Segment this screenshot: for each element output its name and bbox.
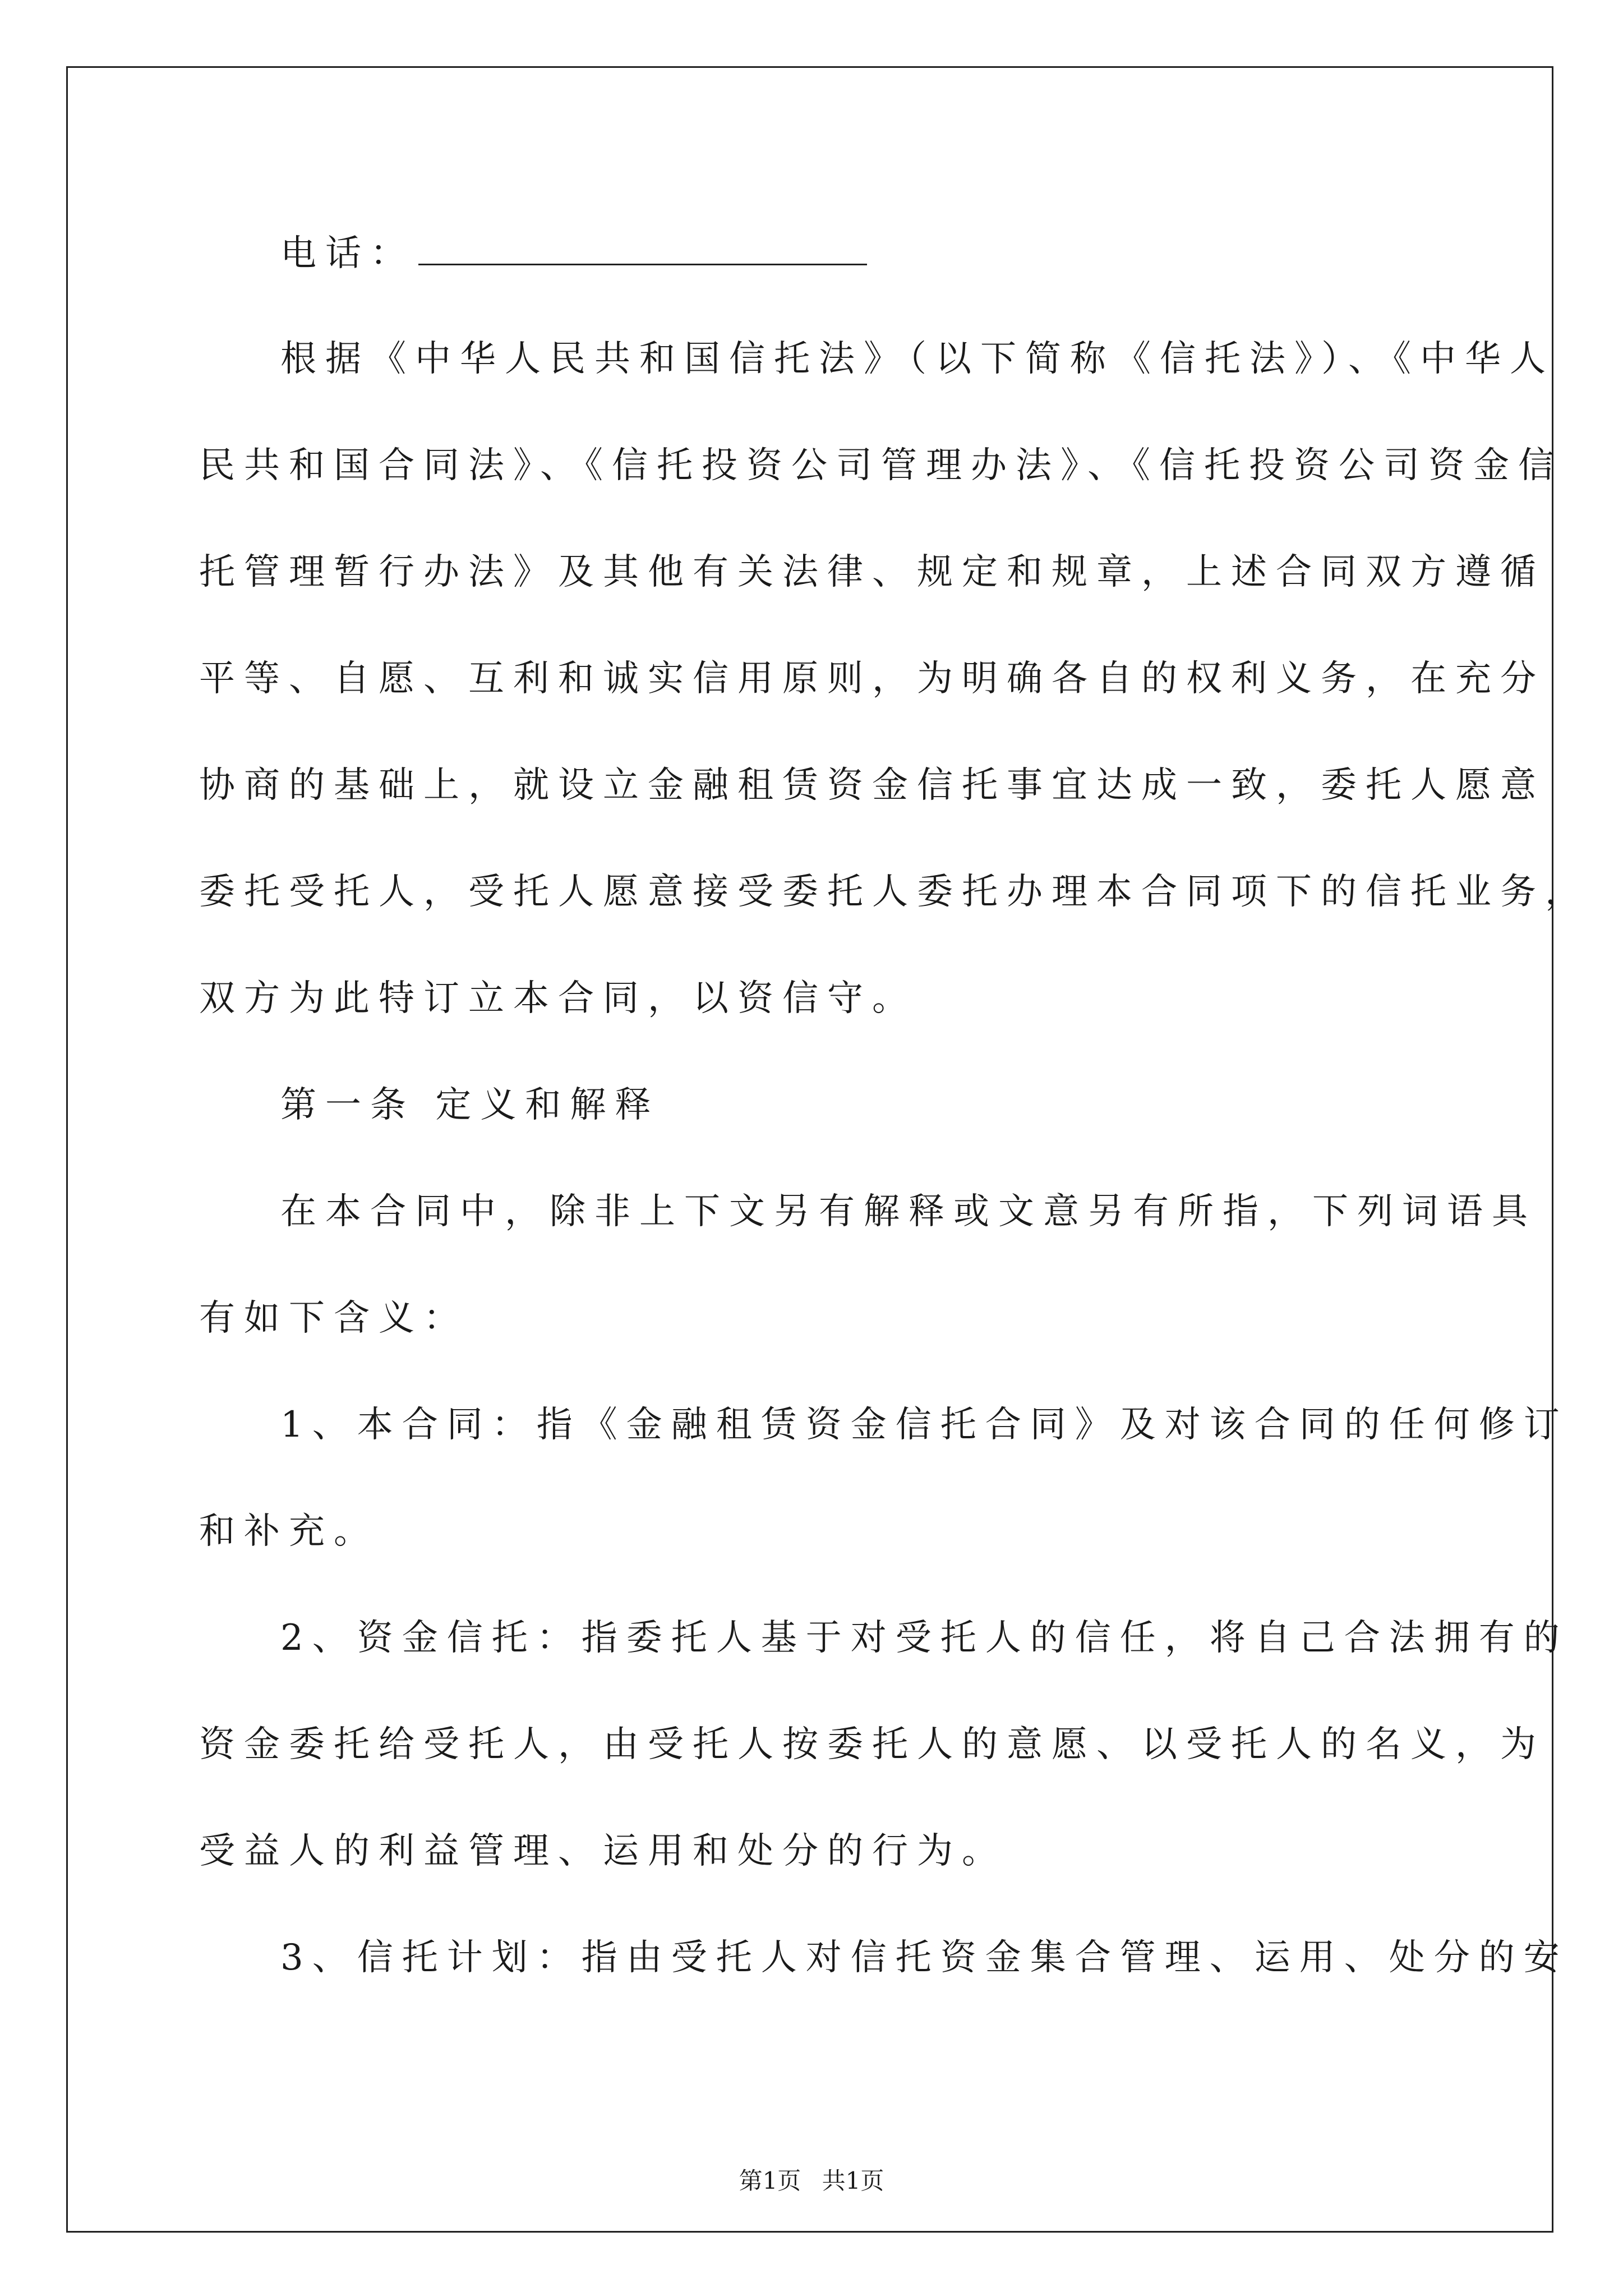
paragraph-line: 委托受托人，受托人愿意接受委托人委托办理本合同项下的信托业务， (199, 871, 1590, 913)
definition-item: 2、资金信托：指委托人基于对受托人的信任，将自己合法拥有的 (280, 1617, 1569, 1659)
page-border (66, 66, 1553, 2233)
paragraph-line: 有如下含义： (199, 1297, 468, 1339)
paragraph-line: 根据《中华人民共和国信托法》（以下简称《信托法》）、《中华人 (280, 338, 1555, 380)
paragraph-line: 在本合同中，除非上下文另有解释或文意另有所指，下列词语具 (280, 1191, 1537, 1232)
paragraph-line: 受益人的利益管理、运用和处分的行为。 (199, 1830, 1007, 1872)
paragraph-line: 和补充。 (199, 1511, 379, 1552)
page-footer (0, 2164, 1623, 2198)
definition-item: 3、信托计划：指由受托人对信托资金集合管理、运用、处分的安 (280, 1937, 1569, 1978)
section-heading: 第一条 定义和解释 (280, 1084, 660, 1126)
phone-label: 电话： (280, 233, 415, 274)
definition-item: 1、本合同：指《金融租赁资金信托合同》及对该合同的任何修订 (280, 1404, 1569, 1446)
paragraph-line: 协商的基础上，就设立金融租赁资金信托事宜达成一致，委托人愿意 (199, 765, 1545, 806)
page-total: 共1页 (822, 2167, 884, 2194)
paragraph-line: 资金委托给受托人，由受托人按委托人的意愿、以受托人的名义，为 (199, 1724, 1545, 1765)
paragraph-line: 民共和国合同法》、《信托投资公司管理办法》、《信托投资公司资金信 (199, 445, 1563, 486)
paragraph-line: 平等、自愿、互利和诚实信用原则，为明确各自的权利义务，在充分 (199, 658, 1545, 700)
phone-line (280, 230, 867, 276)
paragraph-line: 托管理暂行办法》及其他有关法律、规定和规章，上述合同双方遵循 (199, 551, 1545, 593)
paragraph-line: 双方为此特订立本合同，以资信守。 (199, 978, 917, 1019)
phone-blank (418, 230, 867, 265)
page-number: 第1页 (739, 2167, 801, 2194)
